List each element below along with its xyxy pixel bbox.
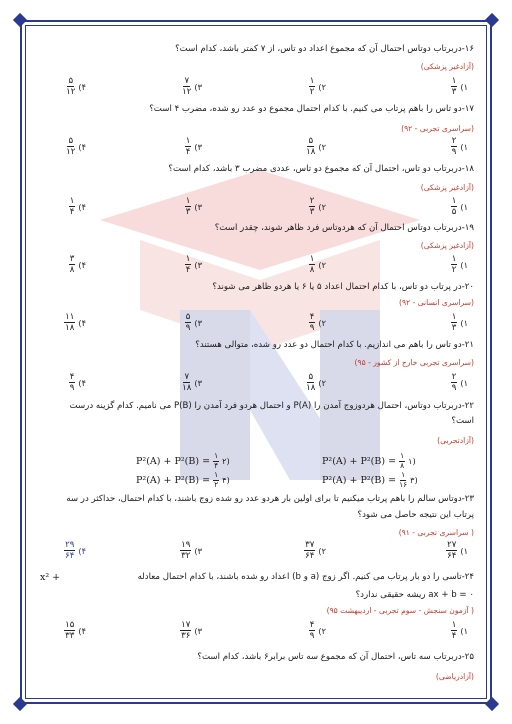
question-22-option-4[interactable]: P²(A) + P²(B) = $\frac{۱}{۲}$ ۴) bbox=[136, 470, 230, 489]
option-1[interactable]: ۱) $\frac{۲}{۹}$ bbox=[451, 136, 468, 157]
option-2[interactable]: ۲) $\frac{۱}{۲}$ bbox=[309, 76, 326, 97]
option-4[interactable]: ۴) $\frac{۳}{۸}$ bbox=[69, 254, 86, 275]
question-21-options bbox=[38, 372, 474, 398]
question-21-source: (سراسری تجربی خارج از کشور - ۹۵) bbox=[354, 358, 474, 367]
question-23-source: ( سراسری تجربی - ۹۱) bbox=[398, 528, 474, 537]
option-2[interactable]: ۲) $\frac{۴}{۹}$ bbox=[309, 312, 326, 333]
question-18-source: (آزادغیر پزشکی) bbox=[420, 183, 474, 192]
option-3[interactable]: ۳) $\frac{۷}{۱۸}$ bbox=[182, 372, 202, 393]
question-21-text: ۲۱-دو تاس را باهم می اندازیم. با کدام احتمال دو عدد رو شده، متوالی هستند؟ bbox=[195, 340, 474, 350]
option-4[interactable]: ۴) $\frac{۵}{۱۲}$ bbox=[66, 136, 86, 157]
question-19-text: ۱۹-دربرتاب دوتاس احتمال آن که هردوتاس فرد ظاهر شوند، چقدر است؟ bbox=[214, 223, 474, 233]
question-23-text-line1: ۲۳-دوتاس سالم را باهم پرتاب میکنیم تا برای اولین بار هردو عدد رو شده زوج باشند، با کدام احتمال، حداکثر در سه bbox=[66, 494, 474, 504]
question-17-options bbox=[38, 136, 474, 162]
question-16-options bbox=[38, 76, 474, 102]
option-4[interactable]: ۴) $\frac{۱۵}{۳۳}$ bbox=[65, 620, 86, 641]
option-2[interactable]: ۲) $\frac{۵}{۱۸}$ bbox=[306, 372, 326, 393]
question-19-source: (آزادغیر پزشکی) bbox=[420, 241, 474, 250]
option-3[interactable]: ۳) $\frac{۱}{۴}$ bbox=[185, 136, 202, 157]
option-1[interactable]: ۱) $\frac{۱}{۲}$ bbox=[451, 254, 468, 275]
question-24-text-line1: ۲۴-تاسی را دو بار پرتاب می کنیم. اگر زوج (a و b) اعداد رو شده باشند، با کدام احتمال معادله bbox=[137, 572, 474, 582]
option-4[interactable]: ۴) $\frac{۲۹}{۶۴}$ bbox=[65, 540, 86, 561]
option-1[interactable]: ۱) $\frac{۱}{۳}$ bbox=[451, 312, 468, 333]
option-1[interactable]: ۱) $\frac{۱}{۵}$ bbox=[451, 196, 468, 217]
question-20-source: (سراسری انسانی - ۹۲) bbox=[399, 298, 474, 307]
question-24-source: ( آزمون سنجش - سوم تجربی - اردیبهشت ۹۵) bbox=[326, 606, 474, 615]
option-2[interactable]: ۲) $\frac{۵}{۱۸}$ bbox=[306, 136, 326, 157]
question-22-text-line2: است؟ bbox=[451, 416, 474, 426]
question-20-text: ۲۰-در پرتاب دو تاس، با کدام احتمال اعداد ۵ یا ۶ یا هردو ظاهر می شوند؟ bbox=[212, 282, 474, 292]
option-2[interactable]: ۲) $\frac{۴}{۹}$ bbox=[309, 620, 326, 641]
question-17-source: (سراسری تجربی - ۹۲) bbox=[401, 124, 474, 133]
question-25-source: (آزادریاضی) bbox=[435, 672, 474, 681]
question-22-text-line1: ۲۲-دربرتاب دوتاس، احتمال هردوزوج آمدن را P(A) و احتمال هردو فرد آمدن را P(B) می نامیم. کدام گزینه درست bbox=[69, 401, 474, 411]
question-17-text: ۱۷-دو تاس را باهم پرتاب می کنیم. با کدام احتمال مجموع دو عدد رو شده، مضرب ۴ است؟ bbox=[149, 104, 474, 114]
option-2[interactable]: ۲) $\frac{۲}{۳}$ bbox=[309, 196, 326, 217]
option-4[interactable]: ۴) $\frac{۱}{۴}$ bbox=[69, 196, 86, 217]
question-18-options bbox=[38, 196, 474, 222]
option-4[interactable]: ۴) $\frac{۵}{۱۲}$ bbox=[66, 76, 86, 97]
option-3[interactable]: ۳) $\frac{۷}{۱۲}$ bbox=[182, 76, 202, 97]
question-18-text: ۱۸-دربرتاب دو تاس، احتمال آن که مجموع دو تاس، عددی مضرب ۳ باشد، کدام است؟ bbox=[168, 164, 474, 174]
question-24-text-line2: ax + b = ۰ ریشه حقیقی ندارد؟ bbox=[355, 590, 474, 600]
question-19-options bbox=[38, 254, 474, 280]
question-16-source: (آزادغیر پزشکی) bbox=[420, 62, 474, 71]
question-22-option-2[interactable]: P²(A) + P²(B) = $\frac{۱}{۴}$ ۲) bbox=[136, 451, 230, 470]
question-23-text-line2: پرتاب این نتیجه حاصل می شود؟ bbox=[357, 510, 474, 520]
question-20-options bbox=[38, 312, 474, 338]
question-25-text: ۲۵-دربرتاب سه تاس، احتمال آن که مجموع سه تاس برابر۶ باشد، کدام است؟ bbox=[197, 652, 474, 662]
option-1[interactable]: ۱) $\frac{۲۷}{۶۴}$ bbox=[447, 540, 468, 561]
option-3[interactable]: ۳) $\frac{۱۹}{۳۲}$ bbox=[181, 540, 202, 561]
question-24-equation-start: x² + bbox=[40, 572, 61, 583]
question-22-option-3[interactable]: P²(A) + P²(B) = $\frac{۱}{۱۶}$ ۳) bbox=[322, 470, 418, 489]
question-16-text: ۱۶-دربرتاب دوتاس احتمال آن که مجموع اعداد دو تاس، از ۷ کمتر باشد، کدام است؟ bbox=[175, 44, 474, 54]
option-4[interactable]: ۴) $\frac{۱۱}{۱۸}$ bbox=[65, 312, 86, 333]
option-1[interactable]: ۱) $\frac{۲}{۹}$ bbox=[451, 372, 468, 393]
option-3[interactable]: ۳) $\frac{۵}{۹}$ bbox=[185, 312, 202, 333]
option-3[interactable]: ۳) $\frac{۱۷}{۳۶}$ bbox=[181, 620, 202, 641]
question-22-source: (آزادتجربی) bbox=[437, 436, 474, 445]
option-2[interactable]: ۲) $\frac{۳۷}{۶۴}$ bbox=[305, 540, 326, 561]
option-2[interactable]: ۲) $\frac{۱}{۸}$ bbox=[309, 254, 326, 275]
question-22-option-1[interactable]: P²(A) + P²(B) = $\frac{۱}{۸}$ ۱) bbox=[322, 451, 416, 470]
option-1[interactable]: ۱) $\frac{۱}{۳}$ bbox=[451, 76, 468, 97]
option-3[interactable]: ۳) $\frac{۱}{۴}$ bbox=[185, 254, 202, 275]
option-4[interactable]: ۴) $\frac{۴}{۹}$ bbox=[69, 372, 86, 393]
option-1[interactable]: ۱) $\frac{۱}{۴}$ bbox=[451, 620, 468, 641]
option-3[interactable]: ۳) $\frac{۱}{۳}$ bbox=[185, 196, 202, 217]
question-23-options bbox=[38, 540, 474, 566]
question-24-options bbox=[38, 620, 474, 646]
